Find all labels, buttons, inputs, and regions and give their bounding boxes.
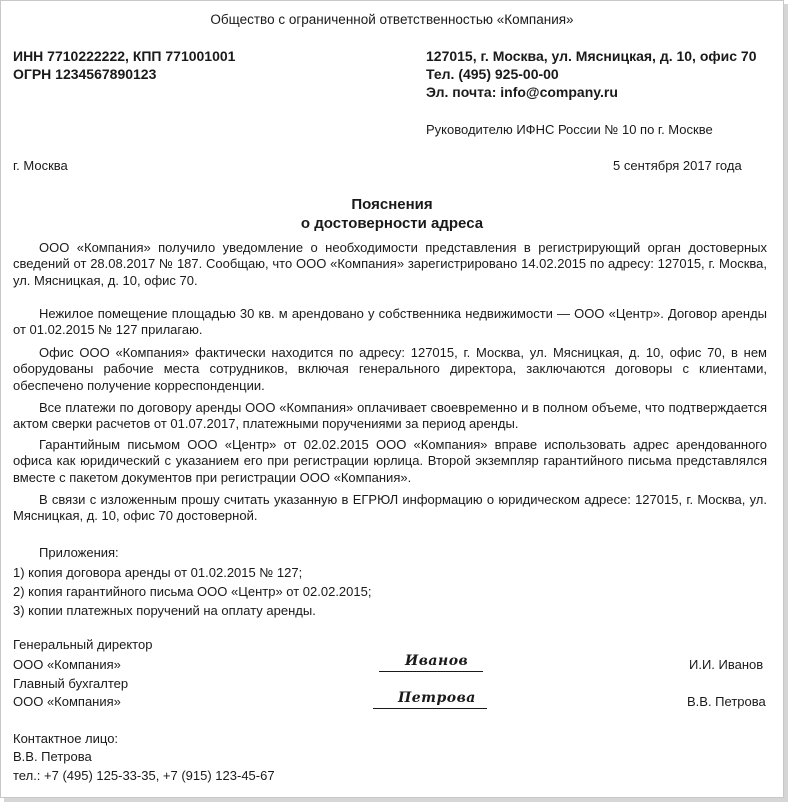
company-email: Эл. почта: info@company.ru [426,84,618,100]
contact-phones: тел.: +7 (495) 125-33-35, +7 (915) 123-45-67 [13,768,275,783]
inn-kpp: ИНН 7710222222, КПП 771001001 [13,48,236,64]
signer-position: Главный бухгалтер [13,676,129,691]
city: г. Москва [13,158,68,173]
attachment-item: 3) копии платежных поручений на оплату аренды. [13,603,316,618]
attachments-list [13,563,371,620]
contact-label: Контактное лицо: [13,731,119,746]
signer-name: И.И. Иванов [689,657,764,672]
contact-name: В.В. Петрова [13,749,92,764]
recipient: Руководителю ИФНС России № 10 по г. Москве [426,122,713,137]
document-date: 5 сентября 2017 года [613,158,742,173]
paragraph-6: В связи с изложенным прошу считать указанную в ЕГРЮЛ информацию о юридическом адресе: 127015, г. Москва, ул. Мясницкая, д. 10, офис 70 достоверной. [13,492,767,524]
signer-name: В.В. Петрова [687,694,766,709]
company-address: 127015, г. Москва, ул. Мясницкая, д. 10, офис 70 [426,48,757,64]
paragraph-2: Нежилое помещение площадью 30 кв. м арендовано у собственника недвижимости — ООО «Центр». Договор аренды от 01.02.2015 № 127 прилагаю. [13,306,767,338]
document-title: Пояснения [351,196,433,213]
signature-line [373,708,487,709]
paragraph-1: ООО «Компания» получило уведомление о необходимости представления в регистрирующий орган достоверных сведений от 28.08.2017 № 187. Сообщаю, что ООО «Компания» зарегистрировано 14.02.2015 по адресу: 127015, г. Москва, ул. Мясницкая, д. 10, офис 70. [13,240,767,288]
signer-organization: ООО «Компания» [13,694,121,709]
handwritten-signature: Иванов [405,653,469,669]
document-subtitle: о достоверности адреса [300,215,484,232]
company-phone: Тел. (495) 925-00-00 [426,66,559,82]
company-registration-block [13,47,235,83]
paragraph-3: Офис ООО «Компания» фактически находится по адресу: 127015, г. Москва, ул. Мясницкая, д. 10, офис 70, в нем оборудованы рабочие места сотрудников, включая генерального директора, заключаются договоры с клиентами, обеспечено получение корреспонденции. [13,345,767,393]
signer-organization: ООО «Компания» [13,657,121,672]
attachment-item: 2) копия гарантийного письма ООО «Центр» от 02.02.2015; [13,584,372,599]
handwritten-signature: Петрова [398,690,476,706]
organization-name: Общество с ограниченной ответственностью «Компания» [210,12,574,27]
signer-position: Генеральный директор [13,637,153,652]
attachments-heading: Приложения: [39,545,119,560]
paragraph-5: Гарантийным письмом ООО «Центр» от 02.02.2015 ООО «Компания» вправе использовать адрес арендованного офиса как юридический с указанием его при регистрации юрлица. Второй экземпляр гарантийного письма представлялся вместе с пакетом документов при регистрации ООО «Компания». [13,437,767,485]
paragraph-4: Все платежи по договору аренды ООО «Компания» оплачивает своевременно и в полном объеме, что подтверждается актом сверки расчетов от 01.07.2017, платежными поручениями за период аренды. [13,400,767,432]
signature-line [379,671,483,672]
company-contact-block [426,47,757,101]
attachment-item: 1) копия договора аренды от 01.02.2015 № 127; [13,565,303,580]
ogrn: ОГРН 1234567890123 [13,66,157,82]
